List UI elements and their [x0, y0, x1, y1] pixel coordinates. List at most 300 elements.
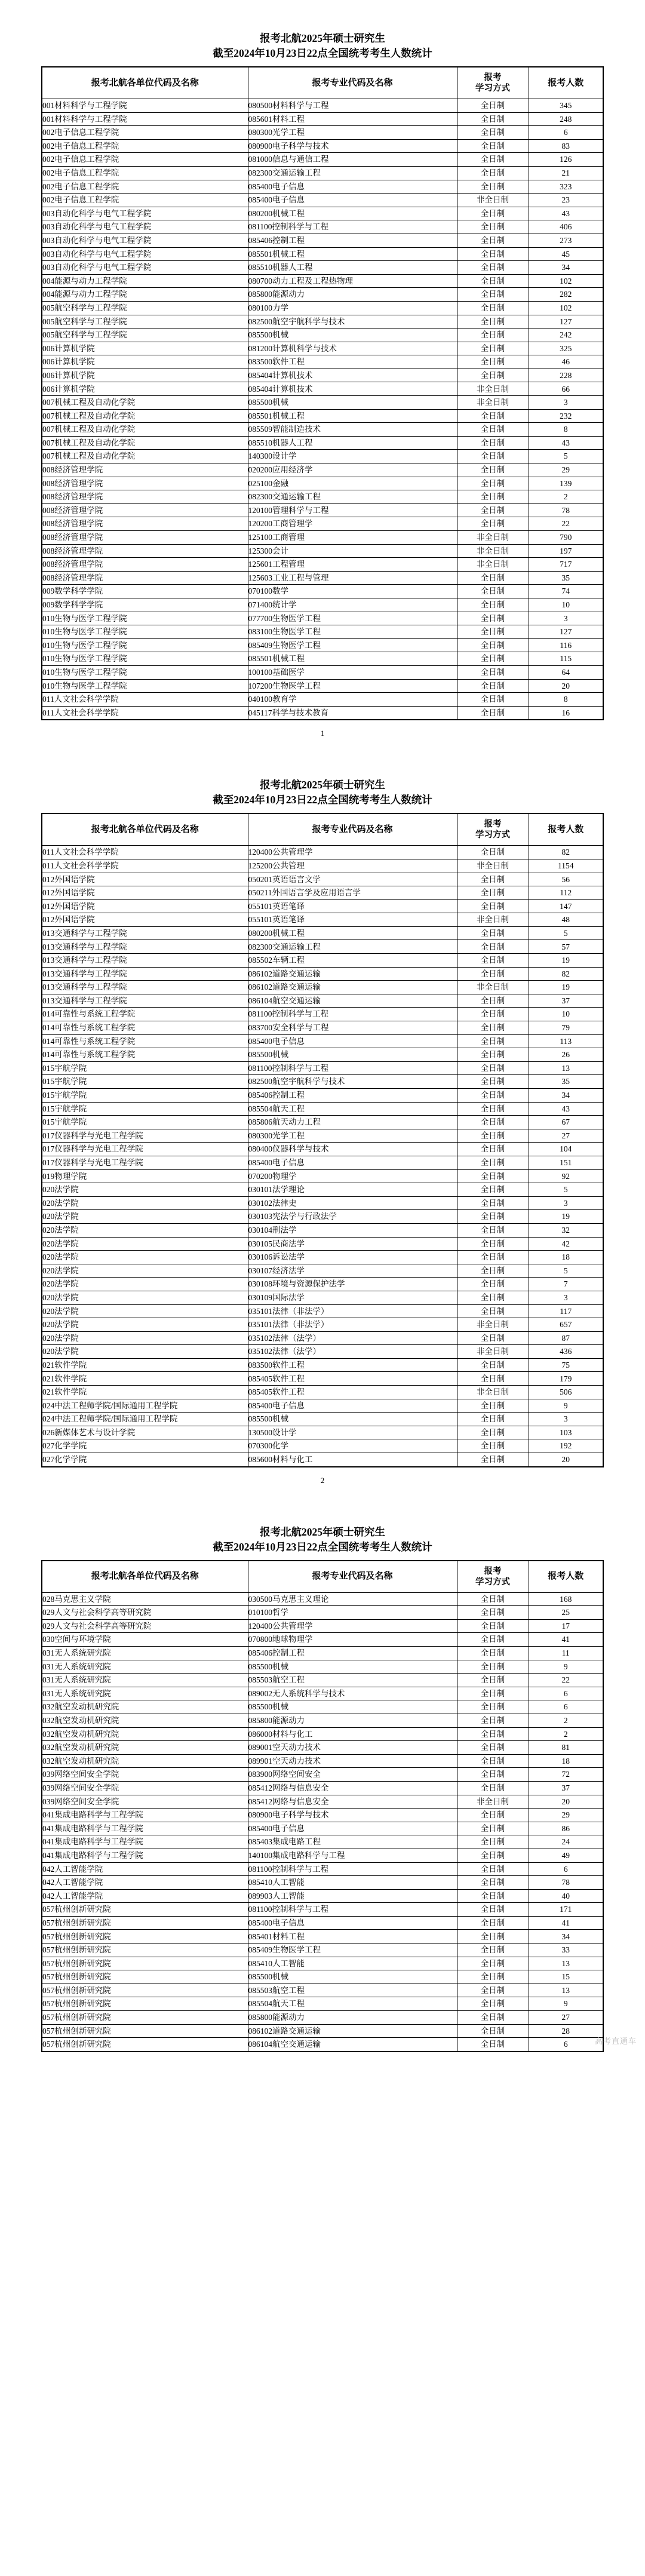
table-row: [42, 2011, 603, 2025]
row-cell-unit: 024中法工程师学院/国际通用工程学院: [42, 1413, 248, 1426]
row-cell-major: 086000材料与化工: [248, 1727, 457, 1741]
row-cell-applicant-count: 25: [529, 1606, 603, 1620]
table-body: [42, 846, 603, 1467]
row-cell-study-mode: 全日制: [457, 463, 529, 477]
row-cell-study-mode: 全日制: [457, 1372, 529, 1386]
row-cell-applicant-count: 46: [529, 355, 603, 369]
row-cell-applicant-count: 345: [529, 99, 603, 113]
row-cell-unit: 041集成电路科学与工程学院: [42, 1835, 248, 1849]
row-cell-applicant-count: 104: [529, 1143, 603, 1156]
row-cell-applicant-count: 43: [529, 207, 603, 220]
row-cell-major: 030106诉讼法学: [248, 1251, 457, 1264]
row-cell-study-mode: 全日制: [457, 477, 529, 490]
row-cell-major: 080200机械工程: [248, 926, 457, 940]
row-cell-study-mode: 全日制: [457, 926, 529, 940]
table-row: [42, 1647, 603, 1660]
row-cell-major: 035102法律（法学）: [248, 1345, 457, 1359]
row-cell-unit: 042人工智能学院: [42, 1876, 248, 1890]
column-header-study-mode-line-1: 报考: [484, 1566, 502, 1576]
row-cell-applicant-count: 66: [529, 382, 603, 396]
table-row: [42, 342, 603, 355]
row-cell-major: 085501机械工程: [248, 247, 457, 261]
row-cell-applicant-count: 1154: [529, 859, 603, 873]
row-cell-study-mode: 全日制: [457, 873, 529, 886]
column-header-unit: 报考北航各单位代码及名称: [42, 67, 248, 99]
row-cell-study-mode: 全日制: [457, 234, 529, 247]
table-row: [42, 1331, 603, 1345]
row-cell-unit: 029人文与社会科学高等研究院: [42, 1619, 248, 1633]
table-row: [42, 571, 603, 585]
row-cell-study-mode: 全日制: [457, 1331, 529, 1345]
row-cell-unit: 014可靠性与系统工程学院: [42, 1021, 248, 1035]
row-cell-unit: 020法学院: [42, 1210, 248, 1224]
row-cell-unit: 057杭州创新研究院: [42, 1970, 248, 1984]
row-cell-applicant-count: 13: [529, 1957, 603, 1970]
row-cell-applicant-count: 147: [529, 899, 603, 913]
row-cell-major: 045117科学与技术教育: [248, 706, 457, 720]
table-row: [42, 99, 603, 113]
row-cell-unit: 020法学院: [42, 1291, 248, 1304]
row-cell-major: 085410人工智能: [248, 1876, 457, 1890]
row-cell-study-mode: 全日制: [457, 1660, 529, 1674]
row-cell-unit: 031无人系统研究院: [42, 1674, 248, 1687]
row-cell-applicant-count: 436: [529, 1345, 603, 1359]
column-header-major: 报考专业代码及名称: [248, 813, 457, 846]
row-cell-applicant-count: 20: [529, 1453, 603, 1467]
row-cell-unit: 013交通科学与工程学院: [42, 967, 248, 981]
row-cell-study-mode: 全日制: [457, 1592, 529, 1606]
table-row: [42, 1822, 603, 1835]
row-cell-applicant-count: 3: [529, 1291, 603, 1304]
row-cell-unit: 001材料科学与工程学院: [42, 99, 248, 113]
table-row: [42, 1034, 603, 1048]
row-cell-study-mode: 全日制: [457, 1183, 529, 1197]
row-cell-major: 070300化学: [248, 1439, 457, 1453]
row-cell-applicant-count: 23: [529, 194, 603, 207]
table-row: [42, 396, 603, 410]
row-cell-applicant-count: 48: [529, 913, 603, 927]
row-cell-applicant-count: 6: [529, 1687, 603, 1700]
table-row: [42, 1156, 603, 1169]
table-row: [42, 1660, 603, 1674]
row-cell-major: 089002无人系统科学与技术: [248, 1687, 457, 1700]
table-row: [42, 899, 603, 913]
page-number: 1: [320, 729, 325, 738]
row-cell-major: 077700生物医学工程: [248, 612, 457, 625]
row-cell-major: 120400公共管理学: [248, 846, 457, 859]
row-cell-unit: 031无人系统研究院: [42, 1647, 248, 1660]
row-cell-study-mode: 全日制: [457, 598, 529, 612]
row-cell-applicant-count: 8: [529, 693, 603, 707]
row-cell-unit: 039网络空间安全学院: [42, 1781, 248, 1795]
row-cell-applicant-count: 168: [529, 1592, 603, 1606]
row-cell-applicant-count: 19: [529, 954, 603, 968]
row-cell-study-mode: 全日制: [457, 1903, 529, 1917]
row-cell-unit: 015宇航学院: [42, 1089, 248, 1103]
row-cell-unit: 020法学院: [42, 1318, 248, 1332]
row-cell-applicant-count: 323: [529, 180, 603, 194]
table-row: [42, 382, 603, 396]
table-row: [42, 638, 603, 652]
row-cell-major: 086104航空交通运输: [248, 2038, 457, 2052]
row-cell-major: 085400电子信息: [248, 180, 457, 194]
row-cell-study-mode: 全日制: [457, 503, 529, 517]
row-cell-study-mode: 全日制: [457, 1619, 529, 1633]
row-cell-study-mode: 全日制: [457, 846, 529, 859]
table-row: [42, 1957, 603, 1970]
row-cell-study-mode: 全日制: [457, 638, 529, 652]
row-cell-unit: 031无人系统研究院: [42, 1660, 248, 1674]
table-row: [42, 477, 603, 490]
column-header-study-mode-line-1: 报考: [484, 819, 502, 830]
row-cell-major: 030109国际法学: [248, 1291, 457, 1304]
row-cell-study-mode: 全日制: [457, 1741, 529, 1755]
row-cell-major: 080400仪器科学与技术: [248, 1143, 457, 1156]
row-cell-study-mode: 全日制: [457, 1970, 529, 1984]
row-cell-unit: 020法学院: [42, 1304, 248, 1318]
table-row: [42, 598, 603, 612]
row-cell-major: 085500机械: [248, 328, 457, 342]
row-cell-major: 085405软件工程: [248, 1386, 457, 1399]
row-cell-applicant-count: 20: [529, 1795, 603, 1809]
row-cell-applicant-count: 139: [529, 477, 603, 490]
table-row: [42, 1251, 603, 1264]
column-header-unit: 报考北航各单位代码及名称: [42, 1561, 248, 1593]
row-cell-applicant-count: 5: [529, 1264, 603, 1278]
row-cell-unit: 032航空发动机研究院: [42, 1700, 248, 1714]
table-row: [42, 1278, 603, 1291]
row-cell-major: 083500软件工程: [248, 355, 457, 369]
page-title-line-2: 截至2024年10月23日22点全国统考考生人数统计: [213, 1540, 432, 1553]
row-cell-unit: 057杭州创新研究院: [42, 1916, 248, 1930]
row-cell-applicant-count: 27: [529, 1129, 603, 1143]
table-header-row: [42, 813, 603, 846]
row-cell-study-mode: 非全日制: [457, 382, 529, 396]
row-cell-major: 125200公共管理: [248, 859, 457, 873]
row-cell-study-mode: 非全日制: [457, 558, 529, 572]
table-row: [42, 859, 603, 873]
row-cell-unit: 021软件学院: [42, 1358, 248, 1372]
row-cell-applicant-count: 35: [529, 1075, 603, 1089]
row-cell-unit: 010生物与医学工程学院: [42, 612, 248, 625]
row-cell-major: 082300交通运输工程: [248, 490, 457, 504]
row-cell-applicant-count: 22: [529, 1674, 603, 1687]
row-cell-study-mode: 全日制: [457, 153, 529, 167]
row-cell-study-mode: 全日制: [457, 693, 529, 707]
row-cell-major: 010100哲学: [248, 1606, 457, 1620]
row-cell-major: 070800地球物理学: [248, 1633, 457, 1647]
row-cell-unit: 012外国语学院: [42, 886, 248, 900]
row-cell-unit: 014可靠性与系统工程学院: [42, 1034, 248, 1048]
row-cell-major: 083700安全科学与工程: [248, 1021, 457, 1035]
table-row: [42, 369, 603, 382]
row-cell-study-mode: 全日制: [457, 1889, 529, 1903]
row-cell-applicant-count: 273: [529, 234, 603, 247]
row-cell-study-mode: 全日制: [457, 954, 529, 968]
row-cell-unit: 003自动化科学与电气工程学院: [42, 247, 248, 261]
row-cell-unit: 029人文与社会科学高等研究院: [42, 1606, 248, 1620]
row-cell-applicant-count: 116: [529, 638, 603, 652]
row-cell-applicant-count: 41: [529, 1633, 603, 1647]
table-row: [42, 1196, 603, 1210]
table-row: [42, 706, 603, 720]
row-cell-unit: 002电子信息工程学院: [42, 166, 248, 180]
row-cell-applicant-count: 3: [529, 1196, 603, 1210]
row-cell-unit: 042人工智能学院: [42, 1862, 248, 1876]
row-cell-major: 140300设计学: [248, 450, 457, 463]
table-row: [42, 315, 603, 328]
row-cell-study-mode: 全日制: [457, 1129, 529, 1143]
page-title-line-2: 截至2024年10月23日22点全国统考考生人数统计: [213, 47, 432, 59]
table-row: [42, 1358, 603, 1372]
table-row: [42, 1318, 603, 1332]
table-row: [42, 665, 603, 679]
table-row: [42, 1169, 603, 1183]
row-cell-major: 085800能源动力: [248, 1714, 457, 1727]
table-row: [42, 1943, 603, 1957]
row-cell-study-mode: 全日制: [457, 1075, 529, 1089]
table-body: [42, 99, 603, 720]
row-cell-major: 086102道路交通运输: [248, 967, 457, 981]
row-cell-major: 030105民商法学: [248, 1237, 457, 1251]
column-header-applicant-count: 报考人数: [529, 813, 603, 846]
row-cell-unit: 027化学学院: [42, 1453, 248, 1467]
row-cell-study-mode: 全日制: [457, 1413, 529, 1426]
column-header-applicant-count: 报考人数: [529, 67, 603, 99]
row-cell-study-mode: 全日制: [457, 1997, 529, 2011]
row-cell-applicant-count: 32: [529, 1223, 603, 1237]
column-header-unit: 报考北航各单位代码及名称: [42, 813, 248, 846]
row-cell-study-mode: 全日制: [457, 342, 529, 355]
table-header: [42, 813, 603, 846]
table-row: [42, 1210, 603, 1224]
row-cell-unit: 026新媒体艺术与设计学院: [42, 1426, 248, 1439]
table-row: [42, 1674, 603, 1687]
column-header-applicant-count: 报考人数: [529, 1561, 603, 1593]
table-row: [42, 1781, 603, 1795]
table-row: [42, 1916, 603, 1930]
row-cell-unit: 001材料科学与工程学院: [42, 112, 248, 126]
row-cell-applicant-count: 37: [529, 1781, 603, 1795]
table-row: [42, 220, 603, 234]
row-cell-major: 085502车辆工程: [248, 954, 457, 968]
row-cell-applicant-count: 5: [529, 926, 603, 940]
row-cell-study-mode: 全日制: [457, 315, 529, 328]
document-page: [0, 1491, 645, 2052]
row-cell-applicant-count: 9: [529, 1399, 603, 1413]
row-cell-applicant-count: 117: [529, 1304, 603, 1318]
row-cell-applicant-count: 103: [529, 1426, 603, 1439]
table-row: [42, 1223, 603, 1237]
row-cell-applicant-count: 41: [529, 1916, 603, 1930]
row-cell-study-mode: 全日制: [457, 886, 529, 900]
row-cell-applicant-count: 717: [529, 558, 603, 572]
row-cell-study-mode: 非全日制: [457, 981, 529, 994]
row-cell-unit: 015宇航学院: [42, 1061, 248, 1075]
row-cell-study-mode: 非全日制: [457, 1318, 529, 1332]
row-cell-unit: 020法学院: [42, 1331, 248, 1345]
row-cell-study-mode: 全日制: [457, 1700, 529, 1714]
row-cell-study-mode: 全日制: [457, 166, 529, 180]
row-cell-unit: 041集成电路科学与工程学院: [42, 1822, 248, 1835]
row-cell-applicant-count: 45: [529, 247, 603, 261]
table-row: [42, 1129, 603, 1143]
row-cell-unit: 002电子信息工程学院: [42, 180, 248, 194]
row-cell-applicant-count: 248: [529, 112, 603, 126]
row-cell-unit: 015宇航学院: [42, 1075, 248, 1089]
table-row: [42, 1386, 603, 1399]
row-cell-unit: 021软件学院: [42, 1386, 248, 1399]
row-cell-major: 140100集成电路科学与工程: [248, 1849, 457, 1862]
row-cell-study-mode: 全日制: [457, 1768, 529, 1782]
row-cell-applicant-count: 40: [529, 1889, 603, 1903]
row-cell-study-mode: 全日制: [457, 369, 529, 382]
row-cell-applicant-count: 2: [529, 1714, 603, 1727]
row-cell-study-mode: 全日制: [457, 1674, 529, 1687]
row-cell-major: 085400电子信息: [248, 1034, 457, 1048]
row-cell-applicant-count: 3: [529, 612, 603, 625]
row-cell-major: 071400统计学: [248, 598, 457, 612]
row-cell-unit: 017仪器科学与光电工程学院: [42, 1143, 248, 1156]
row-cell-unit: 004能源与动力工程学院: [42, 288, 248, 302]
table-row: [42, 994, 603, 1008]
table-row: [42, 180, 603, 194]
row-cell-unit: 012外国语学院: [42, 873, 248, 886]
column-header-study-mode-line-1: 报考: [484, 72, 502, 82]
row-cell-study-mode: 非全日制: [457, 913, 529, 927]
row-cell-study-mode: 非全日制: [457, 544, 529, 558]
row-cell-applicant-count: 19: [529, 1210, 603, 1224]
row-cell-applicant-count: 8: [529, 423, 603, 437]
row-cell-study-mode: 全日制: [457, 571, 529, 585]
row-cell-major: 085504航天工程: [248, 1102, 457, 1116]
row-cell-unit: 011人文社会科学学院: [42, 846, 248, 859]
row-cell-applicant-count: 34: [529, 1930, 603, 1943]
row-cell-study-mode: 全日制: [457, 1916, 529, 1930]
statistics-table: [41, 1560, 604, 2052]
row-cell-major: 107200生物医学工程: [248, 679, 457, 693]
row-cell-applicant-count: 127: [529, 315, 603, 328]
row-cell-applicant-count: 37: [529, 994, 603, 1008]
row-cell-unit: 007机械工程及自动化学院: [42, 409, 248, 423]
table-row: [42, 531, 603, 545]
page-number: 2: [320, 1475, 325, 1485]
row-cell-major: 082300交通运输工程: [248, 166, 457, 180]
row-cell-study-mode: 全日制: [457, 207, 529, 220]
row-cell-study-mode: 全日制: [457, 409, 529, 423]
row-cell-study-mode: 全日制: [457, 1237, 529, 1251]
row-cell-unit: 039网络空间安全学院: [42, 1768, 248, 1782]
column-header-study-mode: [457, 1561, 529, 1593]
row-cell-major: 085400电子信息: [248, 1916, 457, 1930]
row-cell-applicant-count: 325: [529, 342, 603, 355]
table-row: [42, 1809, 603, 1822]
table-row: [42, 436, 603, 450]
row-cell-unit: 009数学科学学院: [42, 585, 248, 598]
row-cell-study-mode: 非全日制: [457, 531, 529, 545]
row-cell-unit: 010生物与医学工程学院: [42, 625, 248, 639]
table-row: [42, 1183, 603, 1197]
table-row: [42, 112, 603, 126]
row-cell-applicant-count: 81: [529, 1741, 603, 1755]
row-cell-study-mode: 全日制: [457, 706, 529, 720]
row-cell-major: 085500机械: [248, 396, 457, 410]
row-cell-study-mode: 全日制: [457, 1687, 529, 1700]
row-cell-study-mode: 全日制: [457, 1169, 529, 1183]
row-cell-major: 085410人工智能: [248, 1957, 457, 1970]
row-cell-major: 080200机械工程: [248, 207, 457, 220]
table-row: [42, 261, 603, 275]
row-cell-study-mode: 全日制: [457, 288, 529, 302]
table-row: [42, 139, 603, 153]
table-row: [42, 1048, 603, 1062]
row-cell-unit: 015宇航学院: [42, 1116, 248, 1129]
table-row: [42, 1768, 603, 1782]
row-cell-unit: 010生物与医学工程学院: [42, 638, 248, 652]
row-cell-applicant-count: 64: [529, 665, 603, 679]
row-cell-unit: 012外国语学院: [42, 913, 248, 927]
row-cell-study-mode: 全日制: [457, 1849, 529, 1862]
table-row: [42, 1008, 603, 1021]
row-cell-major: 089901空天动力技术: [248, 1754, 457, 1768]
table-row: [42, 954, 603, 968]
table-row: [42, 1903, 603, 1917]
row-cell-study-mode: 全日制: [457, 1291, 529, 1304]
row-cell-applicant-count: 49: [529, 1849, 603, 1862]
row-cell-applicant-count: 18: [529, 1754, 603, 1768]
row-cell-applicant-count: 2: [529, 1727, 603, 1741]
row-cell-major: 100100基础医学: [248, 665, 457, 679]
row-cell-major: 085404计算机技术: [248, 369, 457, 382]
row-cell-study-mode: 全日制: [457, 1021, 529, 1035]
row-cell-major: 085504航天工程: [248, 1997, 457, 2011]
row-cell-applicant-count: 6: [529, 2038, 603, 2052]
column-header-study-mode-line-2: 学习方式: [475, 84, 510, 93]
row-cell-unit: 032航空发动机研究院: [42, 1741, 248, 1755]
table-row: [42, 463, 603, 477]
row-cell-study-mode: 全日制: [457, 328, 529, 342]
row-cell-applicant-count: 2: [529, 490, 603, 504]
statistics-table: [41, 66, 604, 720]
row-cell-major: 085503航空工程: [248, 1674, 457, 1687]
row-cell-applicant-count: 87: [529, 1331, 603, 1345]
column-header-study-mode: [457, 67, 529, 99]
row-cell-major: 082300交通运输工程: [248, 940, 457, 954]
row-cell-unit: 032航空发动机研究院: [42, 1727, 248, 1741]
row-cell-study-mode: 非全日制: [457, 1345, 529, 1359]
row-cell-study-mode: 全日制: [457, 1210, 529, 1224]
row-cell-study-mode: 非全日制: [457, 859, 529, 873]
row-cell-major: 082500航空宇航科学与技术: [248, 1075, 457, 1089]
table-row: [42, 1970, 603, 1984]
row-cell-study-mode: 全日制: [457, 612, 529, 625]
row-cell-major: 085409生物医学工程: [248, 1943, 457, 1957]
row-cell-study-mode: 全日制: [457, 301, 529, 315]
table-row: [42, 967, 603, 981]
row-cell-study-mode: 全日制: [457, 1930, 529, 1943]
table-row: [42, 517, 603, 531]
row-cell-study-mode: 全日制: [457, 355, 529, 369]
table-row: [42, 126, 603, 140]
table-row: [42, 423, 603, 437]
column-header-study-mode-line-2: 学习方式: [475, 1577, 510, 1587]
row-cell-study-mode: 全日制: [457, 1822, 529, 1835]
row-cell-study-mode: 全日制: [457, 665, 529, 679]
table-row: [42, 1426, 603, 1439]
row-cell-major: 081100控制科学与工程: [248, 1061, 457, 1075]
row-cell-unit: 007机械工程及自动化学院: [42, 450, 248, 463]
row-cell-applicant-count: 83: [529, 139, 603, 153]
